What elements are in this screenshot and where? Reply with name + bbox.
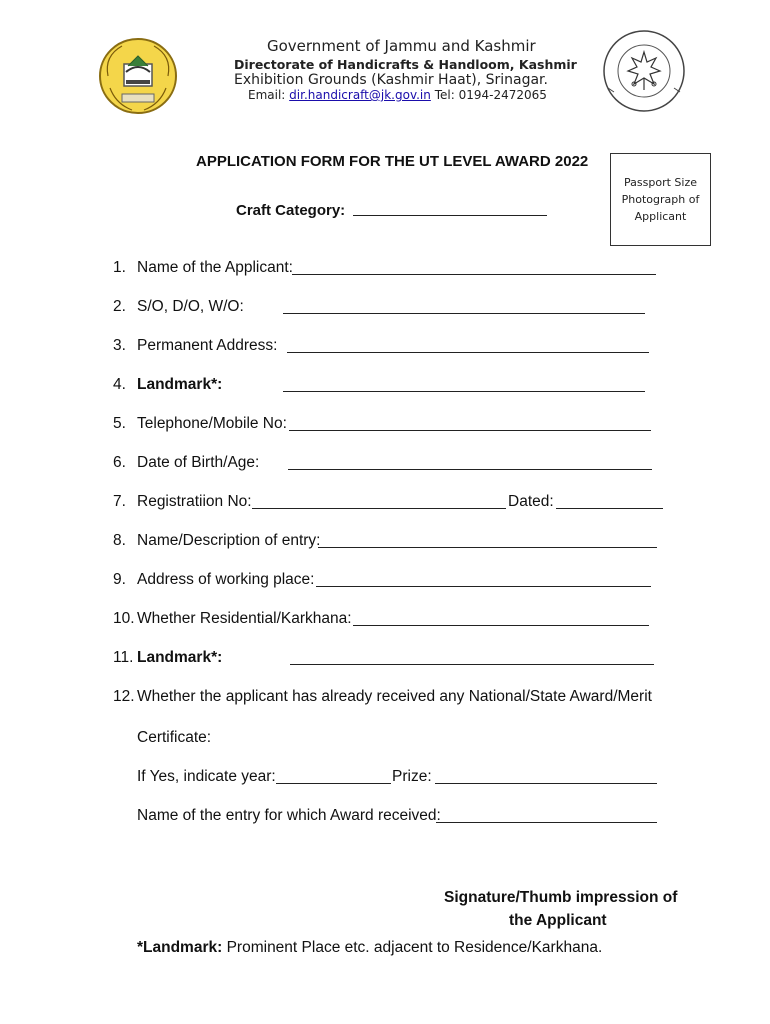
entry-award-line[interactable] <box>436 822 657 823</box>
field-11-line[interactable] <box>290 664 654 665</box>
field-1-num: 1. <box>113 259 126 276</box>
jk-emblem-icon <box>96 36 180 116</box>
field-5-line[interactable] <box>289 430 651 431</box>
field-8-label: Name/Description of entry: <box>137 532 321 549</box>
address-line: Exhibition Grounds (Kashmir Haat), Srinagar. <box>234 72 548 88</box>
contact-line <box>248 88 547 102</box>
field-2-line[interactable] <box>283 313 645 314</box>
dated-label: Dated: <box>508 493 554 510</box>
field-3-label: Permanent Address: <box>137 337 278 354</box>
email-label: Email: <box>248 88 286 102</box>
field-3-num: 3. <box>113 337 126 354</box>
email-link[interactable]: dir.handicraft@jk.gov.in <box>289 88 431 102</box>
field-11-num: 11. <box>113 649 134 666</box>
field-4-label: Landmark*: <box>137 376 223 393</box>
field-9-label: Address of working place: <box>137 571 315 588</box>
entry-award-label: Name of the entry for which Award received: <box>137 807 441 824</box>
signature-label-2: the Applicant <box>509 912 607 929</box>
field-1-label: Name of the Applicant: <box>137 259 293 276</box>
field-10-num: 10. <box>113 610 135 627</box>
field-7-label: Registratiion No: <box>137 493 252 510</box>
landmark-note <box>137 939 602 957</box>
registration-line[interactable] <box>252 508 506 509</box>
field-6-num: 6. <box>113 454 126 471</box>
govt-name: Government of Jammu and Kashmir <box>267 37 536 55</box>
year-line[interactable] <box>276 783 391 784</box>
field-4-line[interactable] <box>283 391 645 392</box>
landmark-note-text: Prominent Place etc. adjacent to Residence/Karkhana. <box>222 939 603 956</box>
field-5-label: Telephone/Mobile No: <box>137 415 287 432</box>
field-10-line[interactable] <box>353 625 649 626</box>
landmark-note-label: *Landmark: <box>137 939 223 956</box>
field-10-label: Whether Residential/Karkhana: <box>137 610 352 627</box>
passport-photo-box <box>610 153 711 246</box>
photo-label-3: Applicant <box>634 210 687 223</box>
field-12-num: 12. <box>113 688 135 705</box>
field-9-num: 9. <box>113 571 126 588</box>
field-2-label: S/O, D/O, W/O: <box>137 298 244 315</box>
if-yes-label: If Yes, indicate year: <box>137 768 276 785</box>
craft-category-line[interactable] <box>353 215 547 216</box>
field-2-num: 2. <box>113 298 126 315</box>
field-6-label: Date of Birth/Age: <box>137 454 260 471</box>
field-8-line[interactable] <box>318 547 657 548</box>
craft-category-label: Craft Category: <box>236 202 346 219</box>
photo-label-1: Passport Size <box>624 176 697 189</box>
field-6-line[interactable] <box>288 469 652 470</box>
photo-label-2: Photograph of <box>621 193 700 206</box>
field-4-num: 4. <box>113 376 126 393</box>
field-11-label: Landmark*: <box>137 649 223 666</box>
form-title: APPLICATION FORM FOR THE UT LEVEL AWARD 2022 <box>196 153 589 170</box>
field-5-num: 5. <box>113 415 126 432</box>
prize-label: Prize: <box>392 768 432 785</box>
field-8-num: 8. <box>113 532 126 549</box>
field-9-line[interactable] <box>316 586 651 587</box>
dated-line[interactable] <box>556 508 663 509</box>
field-3-line[interactable] <box>287 352 649 353</box>
field-12-label: Whether the applicant has already received any National/State Award/Merit <box>137 688 652 705</box>
field-1-line[interactable] <box>292 274 656 275</box>
certificate-label: Certificate: <box>137 729 212 746</box>
directorate-name: Directorate of Handicrafts & Handloom, Kashmir <box>234 57 577 72</box>
directorate-seal-icon <box>598 28 690 114</box>
field-7-num: 7. <box>113 493 126 510</box>
signature-label-1: Signature/Thumb impression of <box>444 889 678 906</box>
tel-text: Tel: 0194-2472065 <box>434 88 547 102</box>
prize-line[interactable] <box>435 783 657 784</box>
